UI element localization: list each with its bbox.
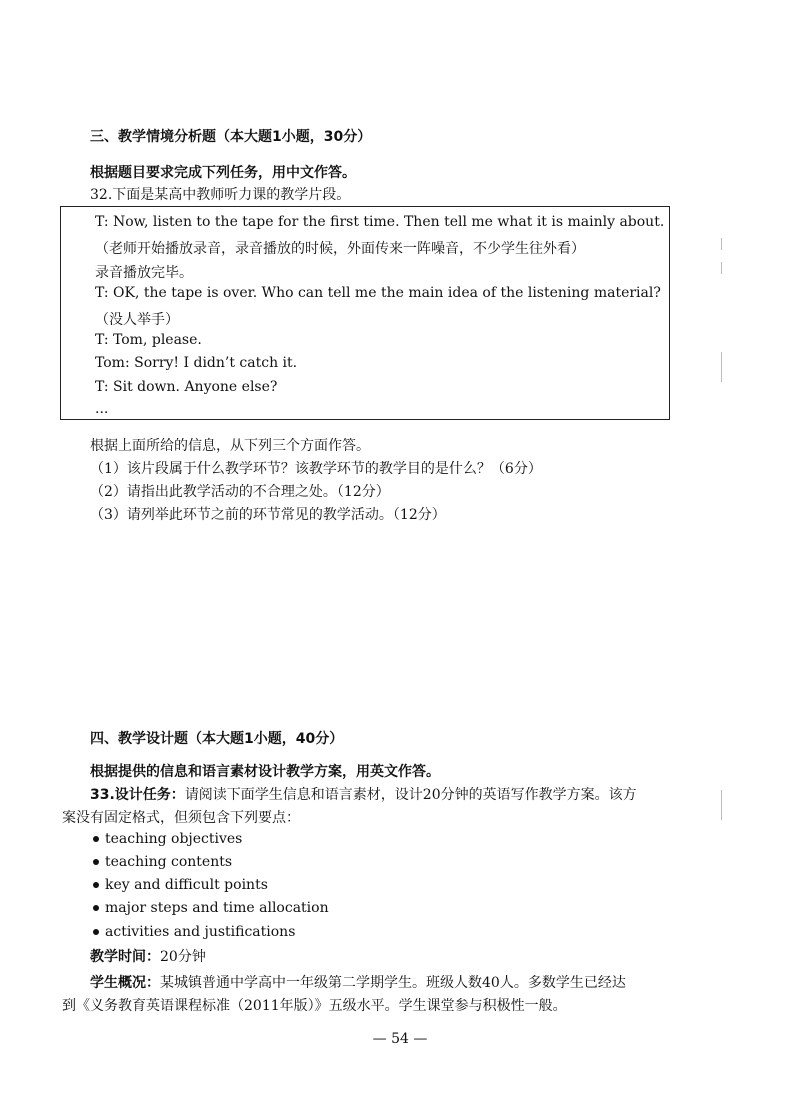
bullet-icon	[93, 836, 99, 842]
answer-intro: 根据上面所给的信息，从下列三个方面作答。	[90, 438, 370, 454]
dialog-line: （没人举手）	[95, 312, 179, 328]
dialog-line: T: Now, listen to the tape for the first time. Then tell me what it is mainly about.	[95, 214, 665, 230]
requirement-item: activities and justifications	[93, 924, 295, 940]
section-3-heading: 三、教学情境分析题（本大题1小题，30分）	[90, 129, 372, 145]
section-4-heading: 四、教学设计题（本大题1小题，40分）	[90, 731, 344, 747]
question-33-task	[90, 784, 637, 804]
teaching-time	[90, 946, 206, 966]
task-item: （1）该片段属于什么教学环节？该教学环节的教学目的是什么？（6分）	[90, 461, 542, 477]
requirement-item: key and difficult points	[93, 877, 268, 893]
time-label: 教学时间：	[90, 949, 160, 965]
scan-mark	[721, 238, 722, 250]
scan-mark	[721, 790, 722, 820]
question-33-task-cont: 案没有固定格式，但须包含下列要点：	[62, 810, 300, 826]
section-4-instruction: 根据提供的信息和语言素材设计教学方案，用英文作答。	[90, 764, 440, 780]
dialog-line: T: Sit down. Anyone else?	[95, 379, 278, 395]
dialog-line: 录音播放完毕。	[95, 265, 193, 281]
student-profile	[90, 972, 626, 992]
time-value: 20分钟	[160, 949, 206, 965]
scan-mark	[721, 262, 722, 274]
task-item: （2）请指出此教学活动的不合理之处。（12分）	[90, 484, 390, 500]
dialog-line: ...	[95, 401, 109, 417]
students-label: 学生概况：	[90, 975, 160, 991]
scan-mark	[721, 352, 722, 382]
requirement-item: major steps and time allocation	[93, 900, 329, 916]
task-label: 33.设计任务：	[90, 787, 185, 803]
dialog-line: T: Tom, please.	[95, 332, 202, 348]
bullet-icon	[93, 859, 99, 865]
dialog-line: （老师开始播放录音，录音播放的时候，外面传来一阵噪音，不少学生往外看）	[95, 241, 585, 257]
section-3-instruction: 根据题目要求完成下列任务，用中文作答。	[90, 165, 356, 181]
bullet-icon	[93, 929, 99, 935]
dialog-line: Tom: Sorry! I didn’t catch it.	[95, 355, 298, 371]
requirement-item: teaching objectives	[93, 831, 242, 847]
task-item: （3）请列举此环节之前的环节常见的教学活动。（12分）	[90, 507, 446, 523]
requirement-item: teaching contents	[93, 854, 232, 870]
page-number: — 54 —	[372, 1031, 428, 1047]
students-text: 某城镇普通中学高中一年级第二学期学生。班级人数40人。多数学生已经达	[160, 975, 626, 991]
task-text: 请阅读下面学生信息和语言素材，设计20分钟的英语写作教学方案。该方	[184, 787, 637, 803]
bullet-icon	[93, 905, 99, 911]
question-32-intro: 32.下面是某高中教师听力课的教学片段。	[90, 187, 351, 203]
student-profile-cont: 到《义务教育英语课程标准（2011年版）》五级水平。学生课堂参与积极性一般。	[62, 998, 567, 1014]
bullet-icon	[93, 882, 99, 888]
dialog-line: T: OK, the tape is over. Who can tell me the main idea of the listening material?	[95, 285, 661, 301]
